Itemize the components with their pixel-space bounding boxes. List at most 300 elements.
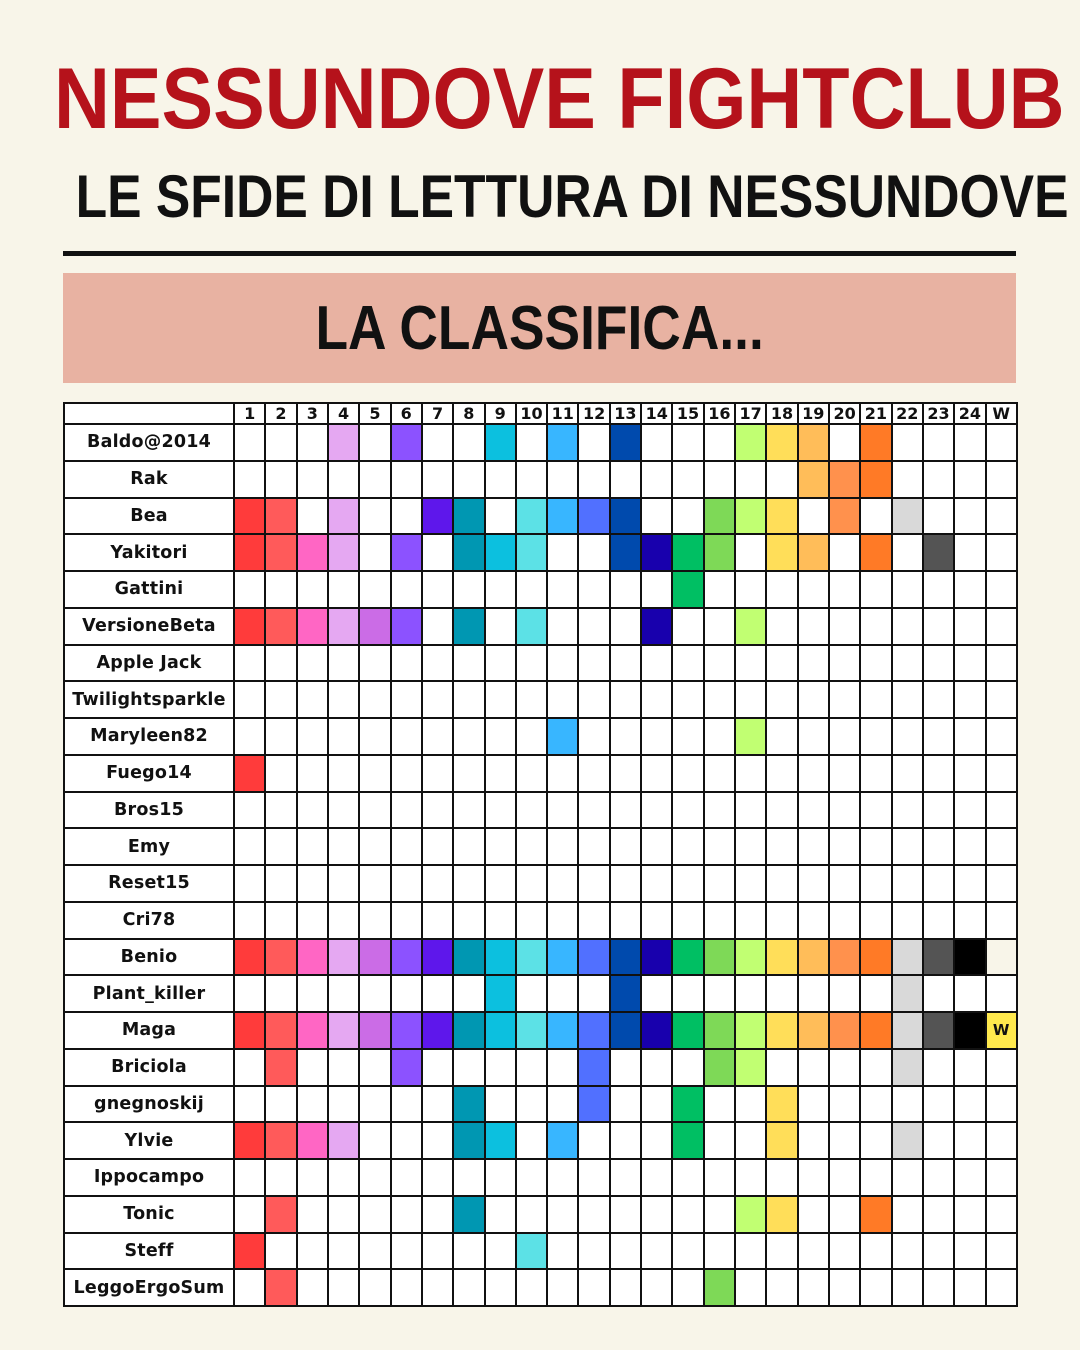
challenge-cell-12 <box>578 1233 609 1270</box>
challenge-cell-2 <box>265 1122 296 1159</box>
challenge-cell-11 <box>547 645 578 682</box>
challenge-cell-23 <box>923 1269 954 1306</box>
challenge-cell-22 <box>892 461 923 498</box>
challenge-cell-18 <box>766 1269 797 1306</box>
challenge-cell-6 <box>391 1012 422 1049</box>
challenge-cell-15 <box>672 1012 703 1049</box>
challenge-cell-18 <box>766 1049 797 1086</box>
challenge-cell-2 <box>265 645 296 682</box>
challenge-cell-w <box>986 828 1017 865</box>
column-header-w: W <box>986 403 1017 424</box>
challenge-cell-12 <box>578 1122 609 1159</box>
challenge-cell-7 <box>422 792 453 829</box>
challenge-cell-1 <box>234 792 265 829</box>
challenge-cell-18 <box>766 1196 797 1233</box>
column-header-24: 24 <box>954 403 985 424</box>
challenge-cell-3 <box>297 681 328 718</box>
challenge-cell-13 <box>610 608 641 645</box>
challenge-cell-7 <box>422 1269 453 1306</box>
challenge-cell-1 <box>234 718 265 755</box>
challenge-cell-20 <box>829 645 860 682</box>
challenge-cell-21 <box>860 1012 891 1049</box>
challenge-cell-5 <box>359 792 390 829</box>
challenge-cell-16 <box>704 865 735 902</box>
challenge-cell-19 <box>798 681 829 718</box>
challenge-cell-5 <box>359 939 390 976</box>
page-title: NESSUNDOVE FIGHTCLUB <box>54 51 1065 147</box>
challenge-cell-17 <box>735 1196 766 1233</box>
challenge-cell-10 <box>516 1122 547 1159</box>
challenge-cell-5 <box>359 1122 390 1159</box>
challenge-cell-3 <box>297 755 328 792</box>
challenge-cell-9 <box>485 498 516 535</box>
table-row <box>64 681 1017 718</box>
challenge-cell-20 <box>829 718 860 755</box>
challenge-cell-5 <box>359 1159 390 1196</box>
challenge-cell-24 <box>954 755 985 792</box>
challenge-cell-7 <box>422 902 453 939</box>
challenge-cell-17 <box>735 755 766 792</box>
challenge-cell-9 <box>485 975 516 1012</box>
table-row <box>64 755 1017 792</box>
challenge-cell-15 <box>672 645 703 682</box>
challenge-cell-19 <box>798 645 829 682</box>
challenge-cell-2 <box>265 1269 296 1306</box>
challenge-cell-18 <box>766 828 797 865</box>
challenge-cell-w <box>986 1269 1017 1306</box>
challenge-cell-23 <box>923 1233 954 1270</box>
table-row <box>64 645 1017 682</box>
challenge-cell-3 <box>297 1269 328 1306</box>
challenge-cell-17 <box>735 608 766 645</box>
challenge-cell-8 <box>453 902 484 939</box>
challenge-cell-14 <box>641 571 672 608</box>
participant-name: Tonic <box>64 1196 234 1233</box>
challenge-cell-6 <box>391 755 422 792</box>
challenge-cell-20 <box>829 1233 860 1270</box>
challenge-cell-14 <box>641 498 672 535</box>
challenge-cell-18 <box>766 461 797 498</box>
challenge-cell-10 <box>516 1086 547 1123</box>
table-row <box>64 1086 1017 1123</box>
challenge-cell-8 <box>453 755 484 792</box>
challenge-cell-17 <box>735 1233 766 1270</box>
challenge-cell-4 <box>328 1269 359 1306</box>
challenge-cell-22 <box>892 645 923 682</box>
challenge-cell-2 <box>265 1086 296 1123</box>
challenge-cell-1 <box>234 461 265 498</box>
challenge-cell-14 <box>641 718 672 755</box>
challenge-cell-13 <box>610 645 641 682</box>
challenge-cell-5 <box>359 681 390 718</box>
challenge-cell-15 <box>672 571 703 608</box>
participant-name: Maryleen82 <box>64 718 234 755</box>
challenge-cell-22 <box>892 792 923 829</box>
challenge-cell-7 <box>422 939 453 976</box>
challenge-cell-w <box>986 461 1017 498</box>
challenge-cell-4 <box>328 645 359 682</box>
challenge-cell-4 <box>328 902 359 939</box>
challenge-cell-14 <box>641 1159 672 1196</box>
challenge-cell-10 <box>516 498 547 535</box>
table-row <box>64 1122 1017 1159</box>
challenge-cell-13 <box>610 1122 641 1159</box>
challenge-cell-24 <box>954 865 985 902</box>
challenge-cell-12 <box>578 681 609 718</box>
challenge-cell-19 <box>798 755 829 792</box>
challenge-cell-9 <box>485 1086 516 1123</box>
challenge-cell-w <box>986 1233 1017 1270</box>
challenge-cell-21 <box>860 1122 891 1159</box>
challenge-cell-5 <box>359 498 390 535</box>
challenge-cell-10 <box>516 681 547 718</box>
challenge-cell-11 <box>547 608 578 645</box>
table-row <box>64 1269 1017 1306</box>
participant-name: Maga <box>64 1012 234 1049</box>
challenge-cell-3 <box>297 645 328 682</box>
challenge-cell-10 <box>516 828 547 865</box>
challenge-cell-22 <box>892 1049 923 1086</box>
challenge-cell-9 <box>485 1196 516 1233</box>
challenge-cell-13 <box>610 1049 641 1086</box>
table-row <box>64 498 1017 535</box>
column-header-3: 3 <box>297 403 328 424</box>
challenge-cell-14 <box>641 975 672 1012</box>
challenge-cell-12 <box>578 975 609 1012</box>
challenge-cell-1 <box>234 1049 265 1086</box>
challenge-cell-19 <box>798 1049 829 1086</box>
challenge-cell-4 <box>328 1012 359 1049</box>
challenge-cell-4 <box>328 1122 359 1159</box>
challenge-cell-5 <box>359 1269 390 1306</box>
column-header-19: 19 <box>798 403 829 424</box>
challenge-cell-9 <box>485 681 516 718</box>
challenge-cell-14 <box>641 1122 672 1159</box>
challenge-cell-2 <box>265 902 296 939</box>
challenge-cell-4 <box>328 1049 359 1086</box>
challenge-cell-5 <box>359 534 390 571</box>
challenge-cell-5 <box>359 975 390 1012</box>
challenge-cell-8 <box>453 865 484 902</box>
challenge-cell-17 <box>735 828 766 865</box>
challenge-cell-8 <box>453 645 484 682</box>
challenge-cell-23 <box>923 939 954 976</box>
challenge-cell-6 <box>391 498 422 535</box>
table-row <box>64 902 1017 939</box>
challenge-cell-w <box>986 1086 1017 1123</box>
challenge-cell-20 <box>829 534 860 571</box>
column-header-17: 17 <box>735 403 766 424</box>
challenge-cell-3 <box>297 608 328 645</box>
challenge-cell-w <box>986 865 1017 902</box>
challenge-cell-8 <box>453 792 484 829</box>
challenge-cell-23 <box>923 792 954 829</box>
participant-name: Emy <box>64 828 234 865</box>
challenge-cell-w <box>986 534 1017 571</box>
challenge-cell-7 <box>422 718 453 755</box>
challenge-cell-12 <box>578 1086 609 1123</box>
challenge-cell-17 <box>735 939 766 976</box>
challenge-cell-3 <box>297 498 328 535</box>
participant-name: Cri78 <box>64 902 234 939</box>
challenge-cell-11 <box>547 975 578 1012</box>
challenge-cell-4 <box>328 461 359 498</box>
challenge-cell-15 <box>672 1122 703 1159</box>
challenge-cell-4 <box>328 534 359 571</box>
challenge-cell-1 <box>234 902 265 939</box>
challenge-cell-w <box>986 571 1017 608</box>
challenge-cell-16 <box>704 718 735 755</box>
challenge-cell-19 <box>798 1196 829 1233</box>
participant-name: Bea <box>64 498 234 535</box>
challenge-cell-21 <box>860 1159 891 1196</box>
challenge-cell-6 <box>391 902 422 939</box>
challenge-cell-24 <box>954 1122 985 1159</box>
column-header-16: 16 <box>704 403 735 424</box>
challenge-cell-2 <box>265 755 296 792</box>
challenge-cell-14 <box>641 681 672 718</box>
challenge-cell-5 <box>359 461 390 498</box>
challenge-cell-11 <box>547 1049 578 1086</box>
challenge-cell-1 <box>234 1159 265 1196</box>
challenge-cell-13 <box>610 718 641 755</box>
challenge-cell-3 <box>297 902 328 939</box>
challenge-cell-w <box>986 902 1017 939</box>
challenge-cell-20 <box>829 1012 860 1049</box>
table-row <box>64 1196 1017 1233</box>
challenge-cell-6 <box>391 461 422 498</box>
challenge-cell-6 <box>391 828 422 865</box>
challenge-cell-19 <box>798 1233 829 1270</box>
challenge-cell-24 <box>954 1233 985 1270</box>
table-row <box>64 1049 1017 1086</box>
challenge-cell-w <box>986 718 1017 755</box>
challenge-cell-13 <box>610 1086 641 1123</box>
challenge-cell-14 <box>641 902 672 939</box>
challenge-cell-22 <box>892 534 923 571</box>
challenge-cell-13 <box>610 1159 641 1196</box>
challenge-cell-12 <box>578 939 609 976</box>
challenge-cell-6 <box>391 1233 422 1270</box>
challenge-cell-18 <box>766 1159 797 1196</box>
challenge-cell-7 <box>422 755 453 792</box>
challenge-cell-16 <box>704 681 735 718</box>
challenge-cell-4 <box>328 1196 359 1233</box>
challenge-cell-6 <box>391 939 422 976</box>
challenge-cell-7 <box>422 1196 453 1233</box>
column-header-21: 21 <box>860 403 891 424</box>
participant-name: gnegnoskij <box>64 1086 234 1123</box>
challenge-cell-23 <box>923 608 954 645</box>
challenge-cell-21 <box>860 902 891 939</box>
challenge-cell-2 <box>265 939 296 976</box>
table-row <box>64 424 1017 461</box>
challenge-cell-21 <box>860 645 891 682</box>
challenge-cell-24 <box>954 424 985 461</box>
challenge-cell-22 <box>892 828 923 865</box>
challenge-cell-w <box>986 1122 1017 1159</box>
challenge-cell-12 <box>578 534 609 571</box>
challenge-cell-9 <box>485 939 516 976</box>
challenge-cell-4 <box>328 571 359 608</box>
challenge-cell-12 <box>578 828 609 865</box>
column-header-2: 2 <box>265 403 296 424</box>
challenge-cell-7 <box>422 1012 453 1049</box>
challenge-cell-16 <box>704 1196 735 1233</box>
challenge-cell-23 <box>923 755 954 792</box>
challenge-cell-4 <box>328 755 359 792</box>
challenge-cell-17 <box>735 571 766 608</box>
challenge-cell-4 <box>328 975 359 1012</box>
challenge-cell-1 <box>234 865 265 902</box>
challenge-cell-7 <box>422 498 453 535</box>
challenge-cell-23 <box>923 718 954 755</box>
challenge-cell-w <box>986 1049 1017 1086</box>
challenge-cell-4 <box>328 681 359 718</box>
challenge-cell-14 <box>641 828 672 865</box>
table-row <box>64 828 1017 865</box>
challenge-cell-24 <box>954 718 985 755</box>
challenge-cell-12 <box>578 498 609 535</box>
challenge-cell-13 <box>610 571 641 608</box>
challenge-cell-19 <box>798 461 829 498</box>
challenge-cell-5 <box>359 828 390 865</box>
challenge-cell-21 <box>860 828 891 865</box>
column-header-18: 18 <box>766 403 797 424</box>
challenge-cell-19 <box>798 571 829 608</box>
challenge-cell-8 <box>453 939 484 976</box>
challenge-cell-15 <box>672 902 703 939</box>
challenge-cell-8 <box>453 1196 484 1233</box>
challenge-cell-1 <box>234 939 265 976</box>
challenge-cell-8 <box>453 608 484 645</box>
challenge-cell-17 <box>735 461 766 498</box>
challenge-cell-6 <box>391 645 422 682</box>
challenge-cell-9 <box>485 608 516 645</box>
challenge-cell-23 <box>923 1122 954 1159</box>
challenge-cell-24 <box>954 461 985 498</box>
challenge-cell-18 <box>766 975 797 1012</box>
challenge-cell-9 <box>485 1269 516 1306</box>
challenge-cell-6 <box>391 1269 422 1306</box>
challenge-cell-14 <box>641 1049 672 1086</box>
challenge-cell-6 <box>391 681 422 718</box>
challenge-cell-17 <box>735 865 766 902</box>
challenge-cell-8 <box>453 1269 484 1306</box>
challenge-cell-2 <box>265 865 296 902</box>
challenge-cell-7 <box>422 1159 453 1196</box>
participant-name: Twilightsparkle <box>64 681 234 718</box>
challenge-cell-24 <box>954 1086 985 1123</box>
challenge-cell-2 <box>265 1159 296 1196</box>
table-row <box>64 1233 1017 1270</box>
challenge-cell-23 <box>923 424 954 461</box>
challenge-cell-7 <box>422 1049 453 1086</box>
challenge-cell-18 <box>766 1233 797 1270</box>
challenge-cell-21 <box>860 534 891 571</box>
challenge-cell-23 <box>923 902 954 939</box>
challenge-cell-20 <box>829 571 860 608</box>
challenge-cell-7 <box>422 681 453 718</box>
challenge-cell-14 <box>641 534 672 571</box>
challenge-cell-1 <box>234 1196 265 1233</box>
challenge-cell-12 <box>578 645 609 682</box>
challenge-cell-23 <box>923 571 954 608</box>
challenge-cell-14 <box>641 939 672 976</box>
challenge-cell-w <box>986 939 1017 976</box>
challenge-cell-3 <box>297 461 328 498</box>
header-row <box>64 403 1017 424</box>
challenge-cell-12 <box>578 1159 609 1196</box>
challenge-cell-23 <box>923 1012 954 1049</box>
table-row <box>64 571 1017 608</box>
challenge-cell-13 <box>610 975 641 1012</box>
challenge-cell-8 <box>453 718 484 755</box>
challenge-cell-9 <box>485 424 516 461</box>
challenge-cell-18 <box>766 681 797 718</box>
participant-name: Rak <box>64 461 234 498</box>
challenge-cell-21 <box>860 461 891 498</box>
challenge-cell-w: W <box>986 1012 1017 1049</box>
challenge-cell-13 <box>610 792 641 829</box>
challenge-cell-11 <box>547 461 578 498</box>
challenge-cell-24 <box>954 681 985 718</box>
challenge-cell-19 <box>798 1012 829 1049</box>
challenge-cell-4 <box>328 424 359 461</box>
challenge-cell-10 <box>516 1233 547 1270</box>
challenge-cell-17 <box>735 498 766 535</box>
challenge-cell-6 <box>391 424 422 461</box>
challenge-cell-8 <box>453 1086 484 1123</box>
challenge-cell-16 <box>704 424 735 461</box>
challenge-cell-11 <box>547 828 578 865</box>
challenge-cell-8 <box>453 1049 484 1086</box>
challenge-cell-19 <box>798 1122 829 1159</box>
challenge-cell-3 <box>297 1159 328 1196</box>
challenge-cell-22 <box>892 939 923 976</box>
challenge-cell-8 <box>453 1012 484 1049</box>
participant-name: Fuego14 <box>64 755 234 792</box>
participant-name: Plant_killer <box>64 975 234 1012</box>
challenge-cell-11 <box>547 424 578 461</box>
challenge-cell-13 <box>610 865 641 902</box>
column-header-15: 15 <box>672 403 703 424</box>
challenge-cell-24 <box>954 1049 985 1086</box>
challenge-cell-6 <box>391 1122 422 1159</box>
challenge-cell-12 <box>578 424 609 461</box>
challenge-cell-6 <box>391 1049 422 1086</box>
challenge-cell-1 <box>234 828 265 865</box>
challenge-cell-18 <box>766 608 797 645</box>
challenge-cell-17 <box>735 718 766 755</box>
participant-name: Ippocampo <box>64 1159 234 1196</box>
challenge-cell-10 <box>516 608 547 645</box>
table-row <box>64 1012 1017 1049</box>
challenge-cell-17 <box>735 534 766 571</box>
challenge-cell-23 <box>923 534 954 571</box>
challenge-cell-12 <box>578 755 609 792</box>
challenge-cell-2 <box>265 608 296 645</box>
challenge-cell-2 <box>265 792 296 829</box>
challenge-cell-16 <box>704 939 735 976</box>
challenge-cell-5 <box>359 1086 390 1123</box>
column-header-14: 14 <box>641 403 672 424</box>
leaderboard-grid <box>63 402 1016 1307</box>
challenge-cell-16 <box>704 571 735 608</box>
challenge-cell-6 <box>391 975 422 1012</box>
challenge-cell-13 <box>610 498 641 535</box>
challenge-cell-3 <box>297 1233 328 1270</box>
